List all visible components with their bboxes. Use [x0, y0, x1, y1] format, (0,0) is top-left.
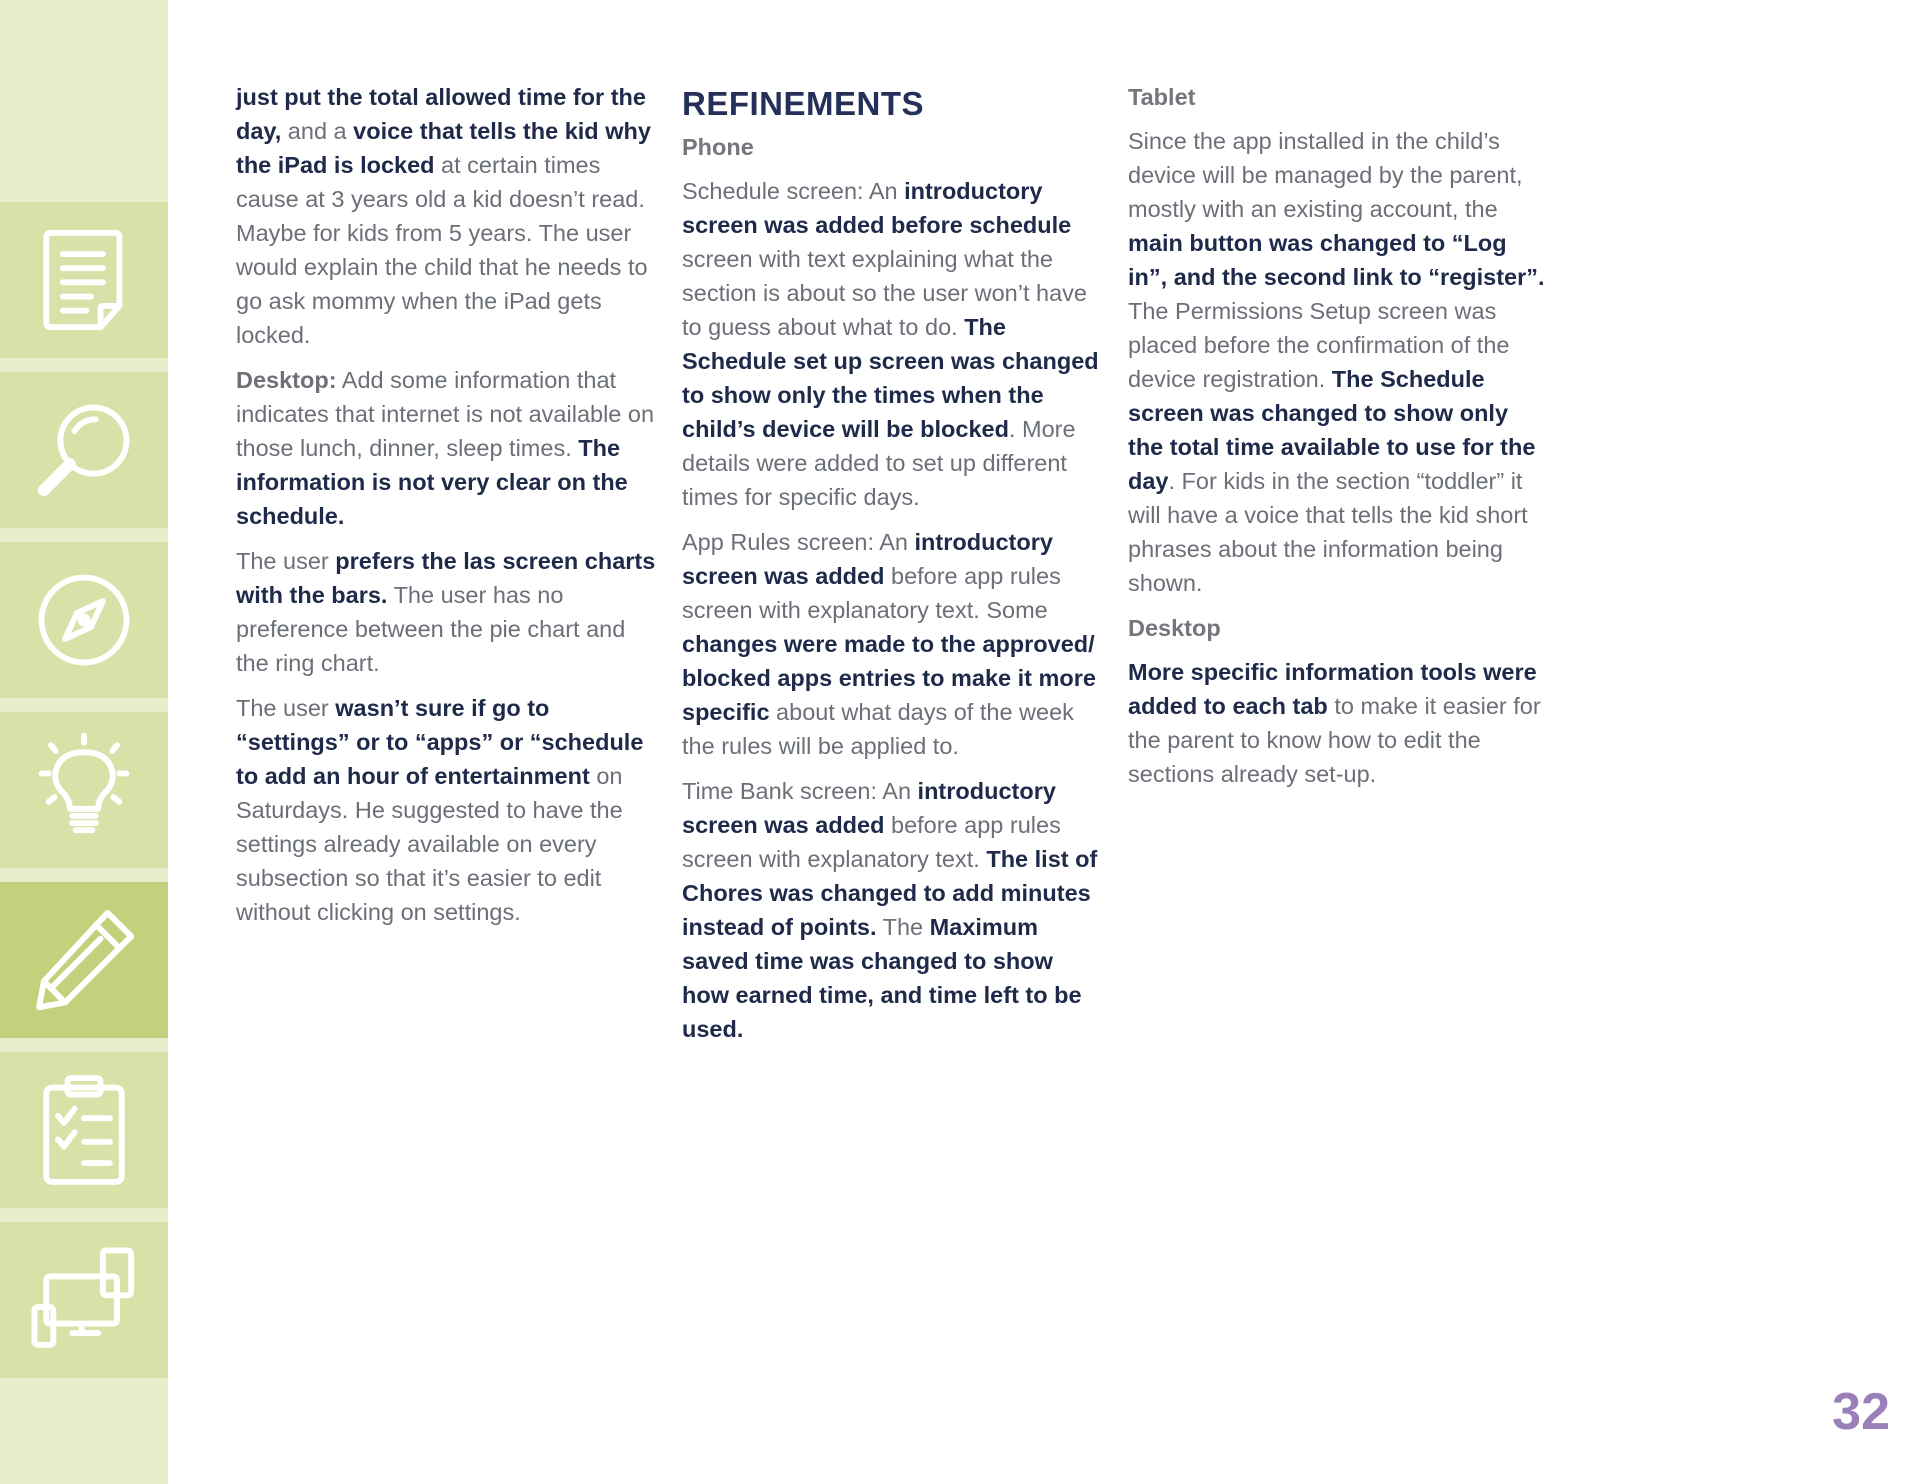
document-icon [25, 221, 143, 339]
paragraph [682, 174, 1102, 514]
paragraph [682, 525, 1102, 763]
tab-ideas[interactable] [0, 712, 168, 868]
tab-design[interactable] [0, 882, 168, 1038]
bold-text: introductory screen was added before schedule [682, 178, 1072, 238]
bold-text: changes were made to the approved/ blocked apps entries to make it more specific [682, 631, 1096, 725]
text-column-1 [236, 80, 656, 940]
text-run: The user has no preference between the pie chart and the ring chart. [236, 582, 626, 676]
pencil-icon [25, 901, 143, 1019]
paragraph [236, 80, 656, 352]
bold-text: just put the total allowed time for the day, [236, 84, 646, 144]
bold-text: The information is not very clear on the schedule. [236, 435, 628, 529]
bold-text: The list of Chores was changed to add minutes instead of points. [682, 846, 1098, 940]
bold-text: voice that tells the kid why the iPad is locked [236, 118, 651, 178]
tab-document[interactable] [0, 202, 168, 358]
bold-text: prefers the las screen charts with the bars. [236, 548, 656, 608]
text-column-2 [682, 80, 1102, 1057]
tab-research[interactable] [0, 372, 168, 528]
tab-explore[interactable] [0, 542, 168, 698]
compass-icon [25, 561, 143, 679]
text-run: and a [281, 118, 354, 144]
text-run: to make it easier for the parent to know how to edit the sections already set-up. [1128, 693, 1541, 787]
page-number: 32 [1832, 1383, 1890, 1441]
text-run: Since the app installed in the child’s device will be managed by the parent, mostly with an existing account, the [1128, 128, 1523, 222]
bold-text: introductory screen was added [682, 778, 1056, 838]
text-run: at certain times cause at 3 years old a kid doesn’t read. Maybe for kids from 5 years. The user would explain the child that he needs to go ask mommy when the iPad gets locked. [236, 152, 648, 348]
checklist-clipboard-icon [25, 1071, 143, 1189]
bold-text: introductory screen was added [682, 529, 1053, 589]
subheading-phone: Phone [682, 134, 754, 160]
text-run: before app rules screen with explanatory text. Some [682, 563, 1061, 623]
text-run: The Permissions Setup screen was placed before the confirmation of the device registration. [1128, 298, 1510, 392]
bold-text: The Schedule set up screen was changed to show only the times when the child’s device will be blocked [682, 314, 1099, 442]
paragraph [1128, 655, 1548, 791]
bold-text: The Schedule screen was changed to show only the total time available to use for the day [1128, 366, 1536, 494]
text-run: Schedule screen: An [682, 178, 905, 204]
devices-icon [25, 1241, 143, 1359]
bold-text: Maximum saved time was changed to show how earned time, and time left to be used. [682, 914, 1082, 1042]
paragraph [236, 691, 656, 929]
text-run: on Saturdays. He suggested to have the settings already available on every subsection so that it’s easier to edit without clicking on settings. [236, 763, 623, 925]
text-run: before app rules screen with explanatory text. [682, 812, 1061, 872]
text-run: The user [236, 548, 336, 574]
text-run: . For kids in the section “toddler” it will have a voice that tells the kid short phrases about the information being shown. [1128, 468, 1528, 596]
subheading-desktop: Desktop [1128, 615, 1221, 641]
bold-text: wasn’t sure if go to “settings” or to “apps” or “schedule to add an hour of entertainment [236, 695, 644, 789]
paragraph [1128, 124, 1548, 600]
sidebar [0, 0, 168, 1484]
lead-label: Desktop: [236, 367, 337, 393]
text-run: The [876, 914, 930, 940]
paragraph [682, 774, 1102, 1046]
text-run: screen with text explaining what the section is about so the user won’t have to guess about what to do. [682, 246, 1087, 340]
text-column-3 [1128, 80, 1548, 802]
text-run: Time Bank screen: An [682, 778, 918, 804]
text-run: App Rules screen: An [682, 529, 915, 555]
text-run: about what days of the week the rules will be applied to. [682, 699, 1074, 759]
paragraph [236, 363, 656, 533]
tab-devices[interactable] [0, 1222, 168, 1378]
text-run: . More details were added to set up different times for specific days. [682, 416, 1076, 510]
paragraph [236, 544, 656, 680]
bold-text: More specific information tools were added to each tab [1128, 659, 1537, 719]
text-run: Add some information that indicates that internet is not available on those lunch, dinner, sleep times. [236, 367, 655, 461]
magnifier-icon [25, 391, 143, 509]
lightbulb-icon [25, 731, 143, 849]
text-run: The user [236, 695, 336, 721]
bold-text: main button was changed to “Log in”, and the second link to “register”. [1128, 230, 1545, 290]
tab-testing[interactable] [0, 1052, 168, 1208]
section-heading: REFINEMENTS [682, 85, 925, 122]
subheading-tablet: Tablet [1128, 84, 1196, 110]
